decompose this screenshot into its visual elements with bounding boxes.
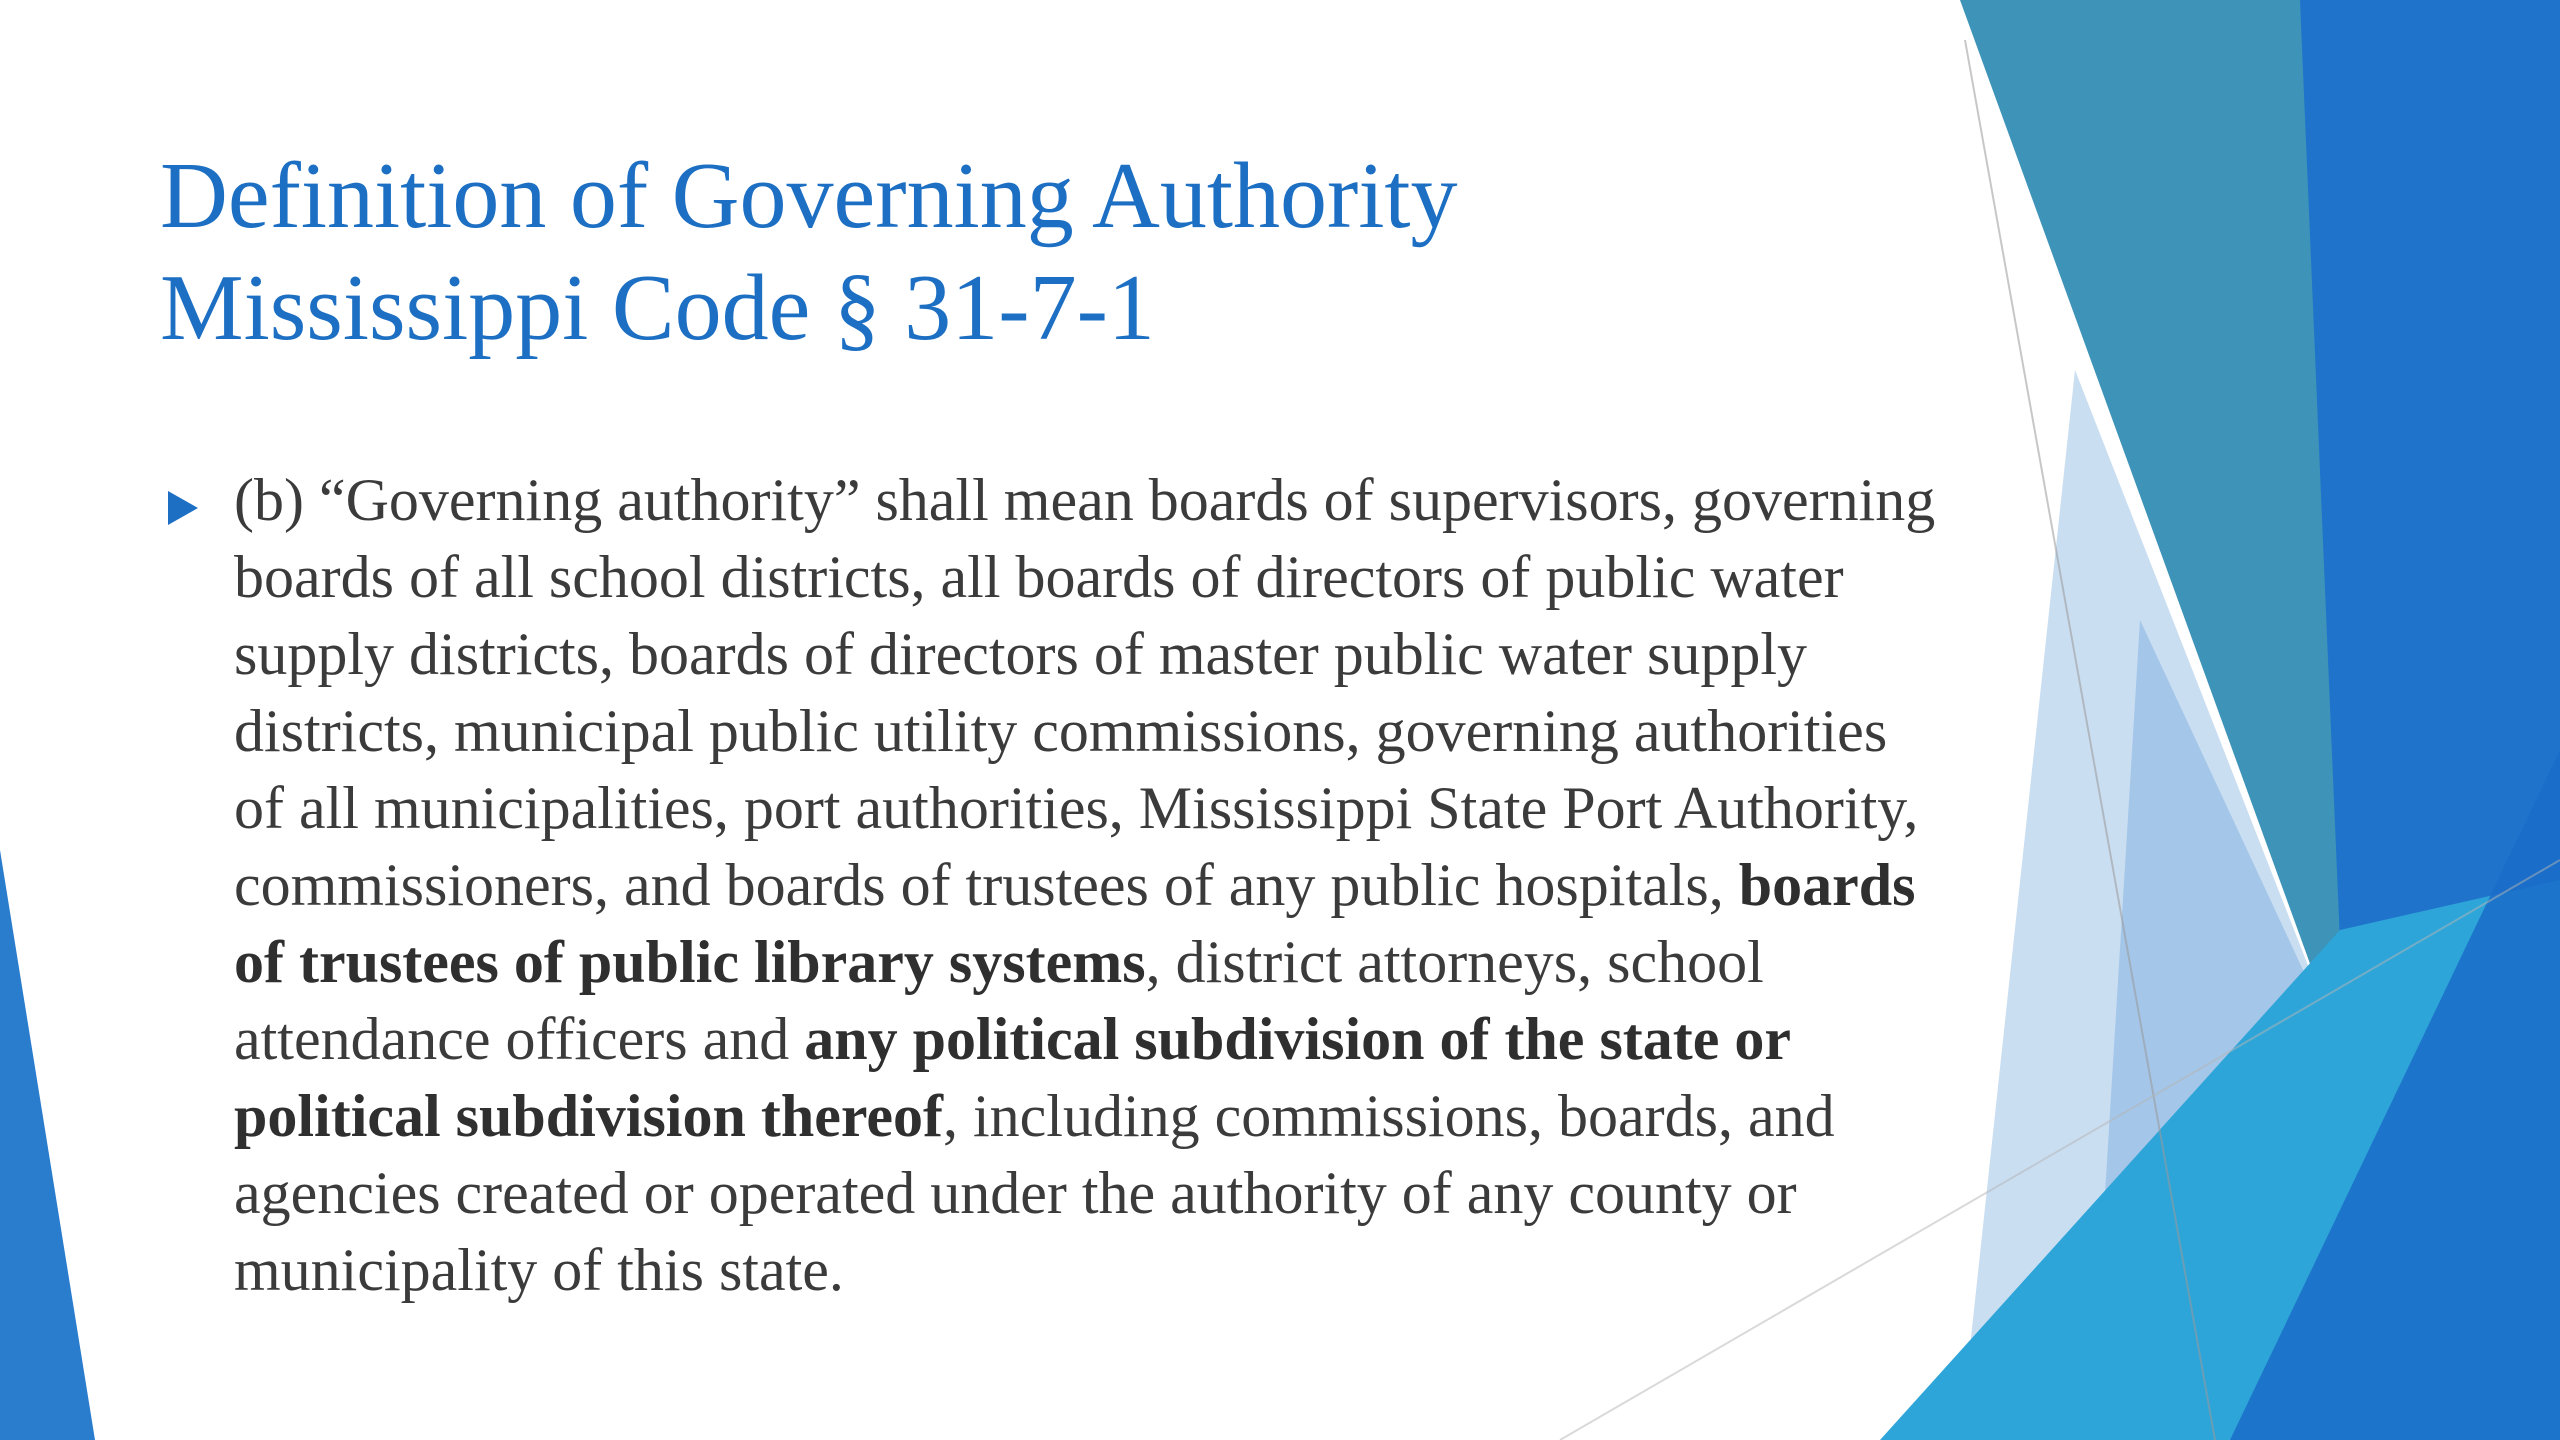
title-line-2: Mississippi Code § 31-7-1 [160,256,1155,360]
slide-title [160,140,1860,364]
bullet-text-part-1: (b) “Governing authority” shall mean boards of supervisors, governing boards of all school districts, all boards of directors of public water supply districts, boards of directors of master public water supply districts, municipal public utility commissions, governing authorities of all municipalities, port authorities, Mississippi State Port Authority, commissioners, and boards of trustees of any public hospitals, [234,467,1936,918]
title-line-1: Definition of Governing Authority [160,144,1458,248]
slide-body [168,462,1948,1309]
left-edge-shape [0,850,95,1440]
bullet-item [168,462,1948,1309]
triangle-bullet-icon [168,491,198,525]
bullet-bold-part-2: any political subdivision of the state or political subdivision thereof [234,1006,1790,1149]
bullet-text-part-3: , including commissions, boards, and agencies created or operated under the authority of any county or municipality of this state. [234,1083,1835,1303]
bullet-text-part-2: , district attorneys, school attendance officers and [234,929,1764,1072]
bullet-bold-part-1: boards of trustees of public library systems [234,852,1916,995]
bullet-text [234,462,1948,1309]
